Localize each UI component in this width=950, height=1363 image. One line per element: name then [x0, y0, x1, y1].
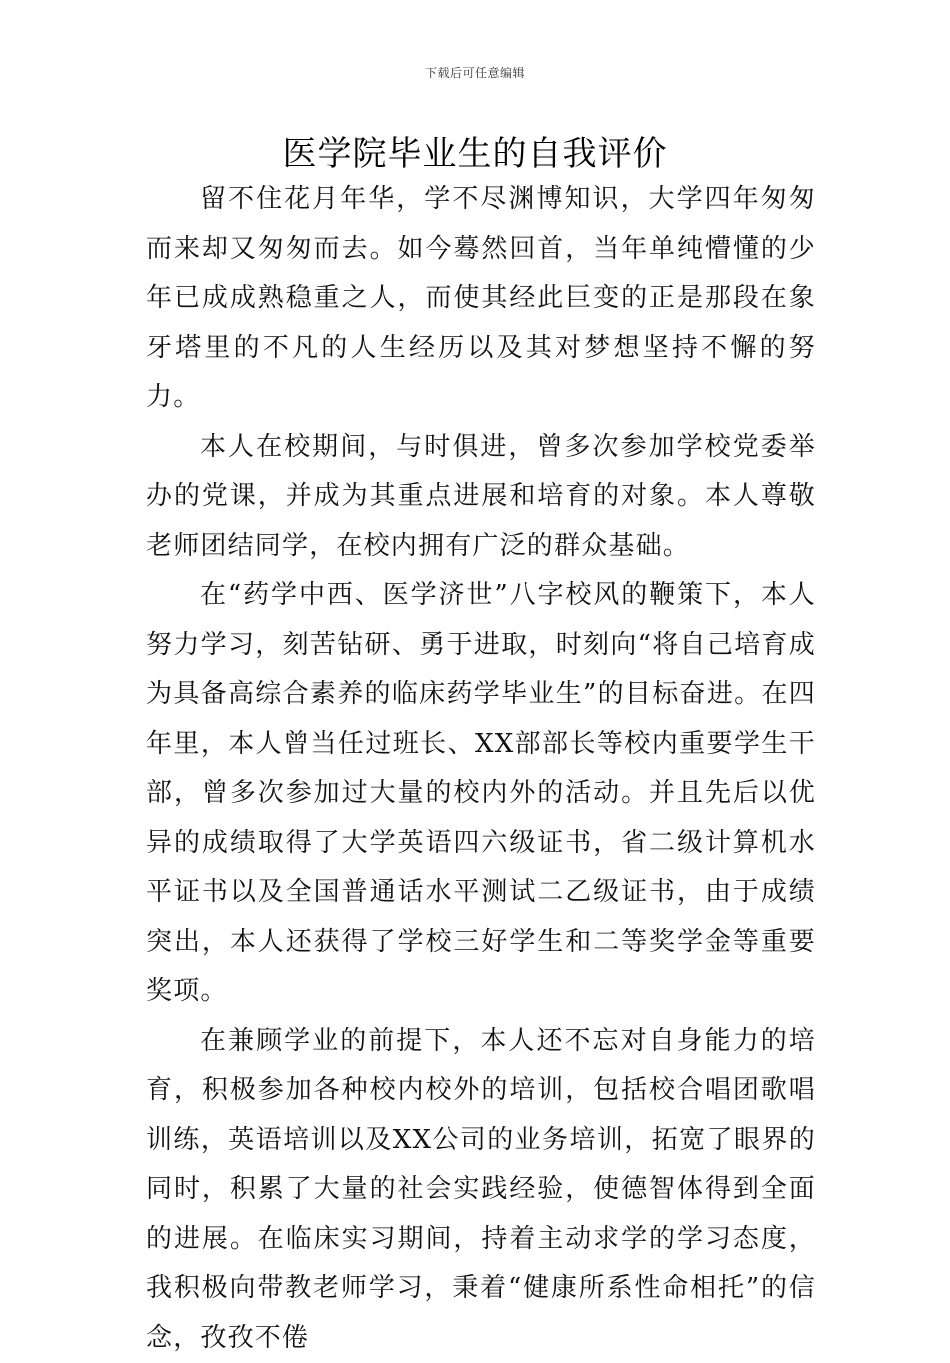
paragraph-4: 在兼顾学业的前提下，本人还不忘对自身能力的培育，积极参加各种校内校外的培训，包括校合唱团歌唱训练，英语培训以及XX公司的业务培训，拓宽了眼界的同时，积累了大量的社会实践经验，使德智体得到全面的进展。在临床实习期间，持着主动求学的学习态度，我积极向带教老师学习，秉着“健康所系性命相托”的信念，孜孜不倦 — [146, 1017, 816, 1363]
paragraph-1: 留不住花月年华，学不尽渊博知识，大学四年匆匆而来却又匆匆而去。如今蓦然回首，当年单纯懵懂的少年已成成熟稳重之人，而使其经此巨变的正是那段在象牙塔里的不凡的人生经历以及其对梦想坚持不懈的努力。 — [146, 175, 816, 423]
paragraph-3: 在“药学中西、医学济世”八字校风的鞭策下，本人努力学习，刻苦钻研、勇于进取，时刻向“将自己培育成为具备高综合素养的临床药学毕业生”的目标奋进。在四年里，本人曾当任过班长、XX部部长等校内重要学生干部，曾多次参加过大量的校内外的活动。并且先后以优异的成绩取得了大学英语四六级证书，省二级计算机水平证书以及全国普通话水平测试二乙级证书，由于成绩突出，本人还获得了学校三好学生和二等奖学金等重要奖项。 — [146, 571, 816, 1017]
body-text — [146, 175, 816, 1363]
header-note: 下载后可任意编辑 — [0, 64, 950, 81]
paragraph-2: 本人在校期间，与时俱进，曾多次参加学校党委举办的党课，并成为其重点进展和培育的对象。本人尊敬老师团结同学，在校内拥有广泛的群众基础。 — [146, 423, 816, 572]
page-title: 医学院毕业生的自我评价 — [0, 126, 950, 175]
